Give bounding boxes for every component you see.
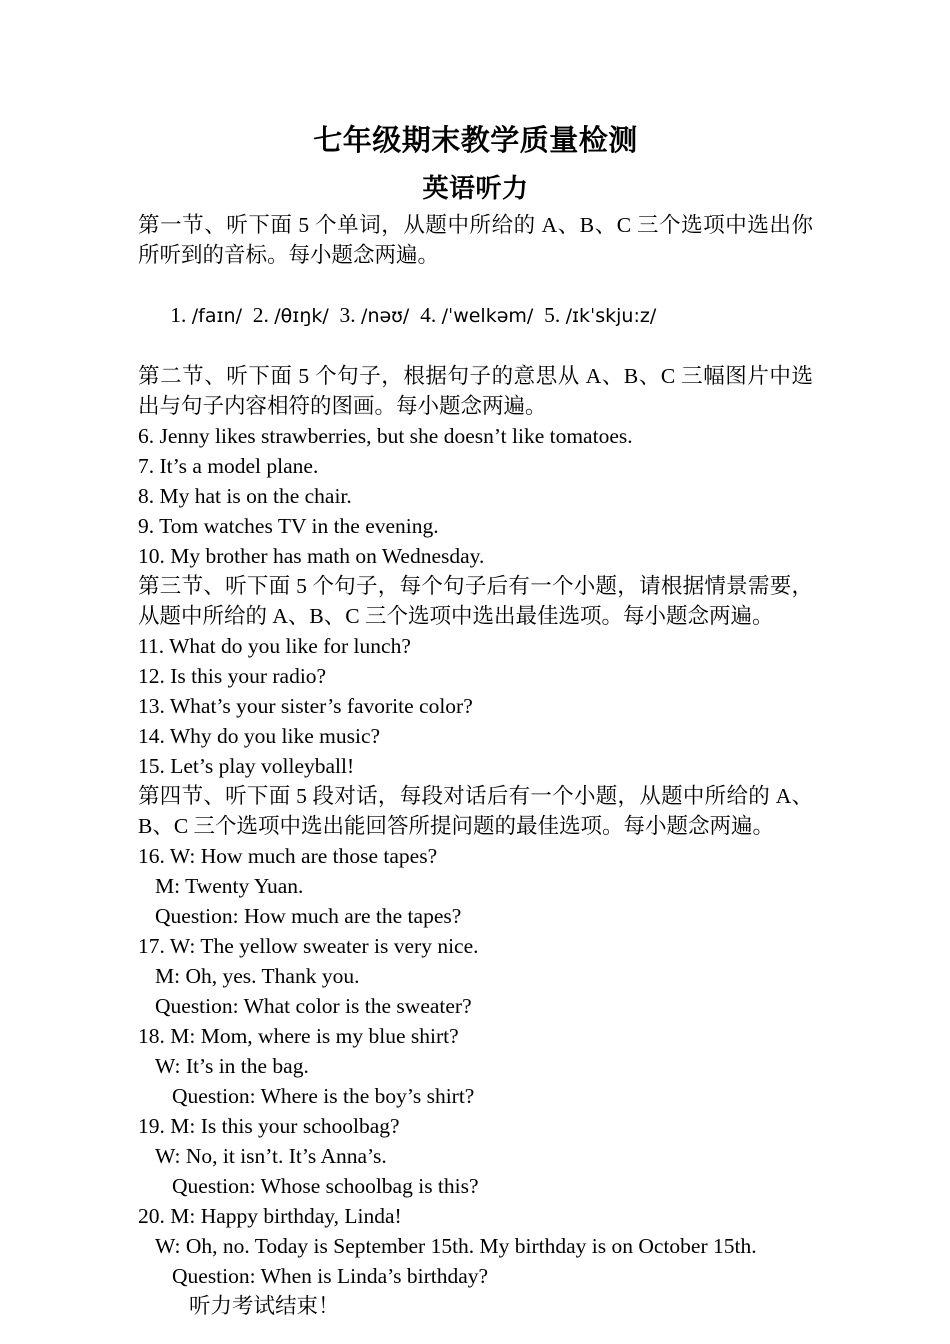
section-1-ipa-line [138,270,813,361]
dialogue-line: 20. M: Happy birthday, Linda! [138,1204,402,1228]
dialogue-line: W: No, it isn’t. It’s Anna’s. [155,1144,387,1168]
dialogue-line: 16. W: How much are those tapes? [138,844,438,868]
ipa-item-value: /θɪŋk/ [274,305,329,327]
dialogue-line: M: Twenty Yuan. [155,874,304,898]
listening-item: 11. What do you like for lunch? [138,634,411,658]
listening-item: 9. Tom watches TV in the evening. [138,514,439,538]
dialogue-question-line: Question: What color is the sweater? [155,994,472,1018]
listening-item: 14. Why do you like music? [138,724,381,748]
ipa-item-value: /nəʊ/ [361,305,410,327]
ipa-item-number: 1. [170,303,187,327]
dialogue-question-line: Question: Where is the boy’s shirt? [172,1084,475,1108]
listening-item: 15. Let’s play volleyball! [138,754,355,778]
listening-item: 8. My hat is on the chair. [138,484,352,508]
section-4-instruction: 第四节、听下面 5 段对话，每段对话后有一个小题，从题中所给的 A、B、C 三个选项中选出能回答所提问题的最佳选项。每小题念两遍。 [138,784,813,838]
dialogue-line: M: Oh, yes. Thank you. [155,964,360,988]
dialogue-line: W: It’s in the bag. [155,1054,309,1078]
ipa-item-value: /faɪn/ [191,305,242,327]
ipa-item-value: /ɪkˈskju:z/ [565,305,657,327]
ipa-item-number: 2. [252,303,269,327]
dialogue-line: W: Oh, no. Today is September 15th. My birthday is on October 15th. [155,1234,757,1258]
dialogue-line: 18. M: Mom, where is my blue shirt? [138,1024,459,1048]
listening-item: 7. It’s a model plane. [138,454,319,478]
page-title: 七年级期末教学质量检测 [313,125,638,157]
listening-item: 10. My brother has math on Wednesday. [138,544,485,568]
dialogue-question-line: Question: Whose schoolbag is this? [172,1174,479,1198]
ipa-item-number: 5. [544,303,561,327]
dialogue-question-line: Question: When is Linda’s birthday? [172,1264,489,1288]
listening-item: 13. What’s your sister’s favorite color? [138,694,473,718]
document-body [138,0,813,1321]
page-subtitle: 英语听力 [422,174,529,203]
section-2-instruction: 第二节、听下面 5 个句子，根据句子的意思从 A、B、C 三幅图片中选出与句子内容相符的图画。每小题念两遍。 [138,364,813,418]
dialogue-line: 17. W: The yellow sweater is very nice. [138,934,479,958]
dialogue-question-line: Question: How much are the tapes? [155,904,462,928]
ipa-item-number: 4. [420,303,437,327]
ipa-item-number: 3. [339,303,356,327]
closing-note: 听力考试结束！ [189,1294,340,1318]
section-3-instruction: 第三节、听下面 5 个句子，每个句子后有一个小题，请根据情景需要，从题中所给的 A、B、C 三个选项中选出最佳选项。每小题念两遍。 [138,574,813,628]
listening-item: 12. Is this your radio? [138,664,327,688]
dialogue-line: 19. M: Is this your schoolbag? [138,1114,400,1138]
listening-item: 6. Jenny likes strawberries, but she doesn’t like tomatoes. [138,424,633,448]
ipa-item-value: /ˈwelkəm/ [441,305,534,327]
section-1-instruction: 第一节、听下面 5 个单词，从题中所给的 A、B、C 三个选项中选出你所听到的音标。每小题念两遍。 [138,213,813,267]
